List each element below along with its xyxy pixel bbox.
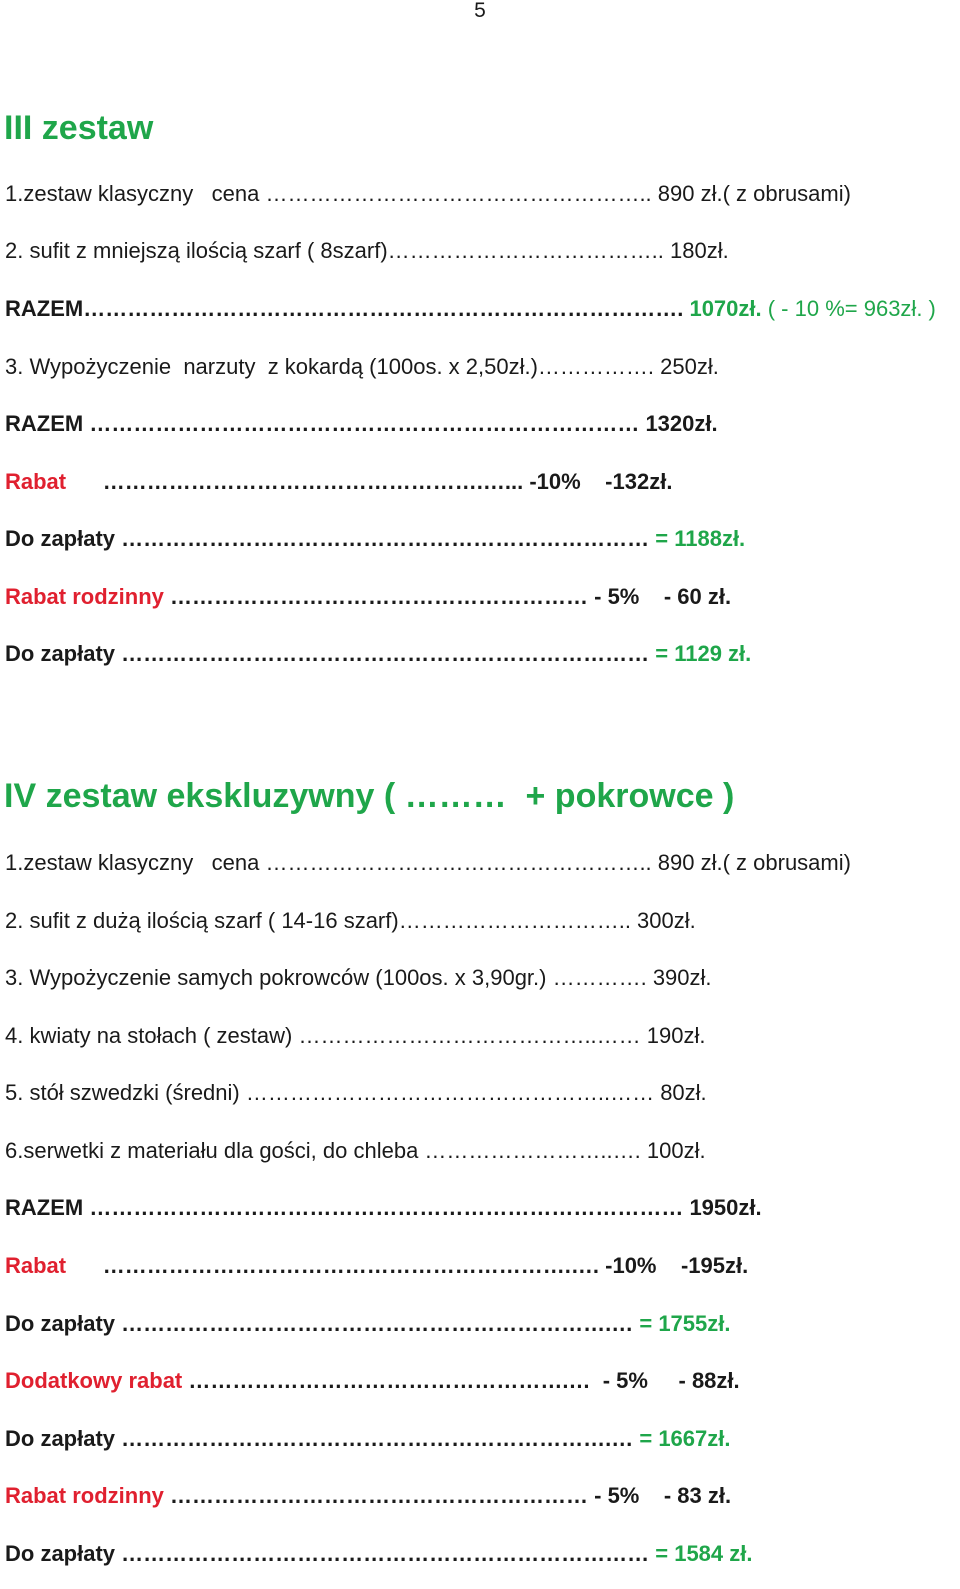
set4-line-1: 1.zestaw klasyczny cena …………………………………………….. 890 zł.( z obrusami) <box>5 850 851 875</box>
set3-do-zaplaty-1-value: = 1188zł. <box>655 526 746 551</box>
set4-rabat <box>5 1252 748 1280</box>
set4-razem: RAZEM ……………………………………………………………………… 1950zł. <box>5 1195 762 1220</box>
set3-rabat-rest: …………………………………………….…... -10% -132zł. <box>66 469 673 494</box>
set3-rabat-label: Rabat <box>5 469 67 494</box>
set3-do-zaplaty-2-value: = 1129 zł. <box>655 641 752 666</box>
set4-do-zaplaty-2-label: Do zapłaty ………………………………………………………….… <box>5 1426 640 1451</box>
set3-line-3: 3. Wypożyczenie narzuty z kokardą (100os. x 2,50zł.)……………. 250zł. <box>5 354 719 379</box>
set3-line-1: 1.zestaw klasyczny cena …………………………………………….. 890 zł.( z obrusami) <box>5 181 851 206</box>
set3-rabat-rodzinny-rest: ………………………………………………… - 5% - 60 zł. <box>163 584 732 609</box>
set4-line-3: 3. Wypożyczenie samych pokrowców (100os. x 3,90gr.) …………. 390zł. <box>5 965 712 990</box>
set4-line-4: 4. kwiaty na stołach ( zestaw) …………………………………..…… 190zł. <box>5 1023 706 1048</box>
set3-do-zaplaty-2 <box>5 640 751 668</box>
set4-rabat-rodzinny-rest: ………………………………………………… - 5% - 83 zł. <box>163 1483 732 1508</box>
set4-rabat-rest: ……………………………………………………….…. -10% -195zł. <box>66 1253 749 1278</box>
set3-line-2: 2. sufit z mniejszą ilością szarf ( 8szarf)……………………………….. 180zł. <box>5 238 729 263</box>
set3-do-zaplaty-1 <box>5 525 745 553</box>
set4-dodatkowy-rabat-label: Dodatkowy rabat <box>5 1368 183 1393</box>
set4-rabat-rodzinny <box>5 1482 731 1510</box>
set3-rabat <box>5 468 672 496</box>
set4-do-zaplaty-1-label: Do zapłaty ………………………………………………………….… <box>5 1311 640 1336</box>
set3-do-zaplaty-2-label: Do zapłaty ……………………………………………………………… <box>5 641 656 666</box>
set4-line-6: 6.serwetki z materiału dla gości, do chleba ……………………..…. 100zł. <box>5 1138 706 1163</box>
set3-do-zaplaty-1-label: Do zapłaty ……………………………………………………………… <box>5 526 656 551</box>
set4-heading: IV zestaw ekskluzywny ( ……… + pokrowce ) <box>4 777 735 815</box>
set3-razem-1-note: ( - 10 %= 963zł. ) <box>761 296 936 321</box>
set4-line-2: 2. sufit z dużą ilością szarf ( 14-16 szarf)………………………….. 300zł. <box>5 908 696 933</box>
page-number: 5 <box>474 0 486 22</box>
set3-rabat-rodzinny <box>5 583 731 611</box>
set4-do-zaplaty-1-value: = 1755zł. <box>639 1311 731 1336</box>
set4-dodatkowy-rabat-rest: …………………………………………….… - 5% - 88zł. <box>182 1368 740 1393</box>
set4-do-zaplaty-1 <box>5 1310 731 1338</box>
set3-rabat-rodzinny-label: Rabat rodzinny <box>5 584 164 609</box>
set3-razem-1 <box>5 295 936 323</box>
set4-line-5: 5. stół szwedzki (średni) …………………………………………..…… 80zł. <box>5 1080 707 1105</box>
set4-rabat-rodzinny-label: Rabat rodzinny <box>5 1483 164 1508</box>
set4-dodatkowy-rabat <box>5 1367 740 1395</box>
set3-heading: III zestaw <box>4 109 154 147</box>
set3-razem-1-label: RAZEM………………………………………………………………………. <box>5 296 690 321</box>
set4-do-zaplaty-2-value: = 1667zł. <box>639 1426 731 1451</box>
set4-do-zaplaty-3-value: = 1584 zł. <box>655 1541 753 1566</box>
set4-do-zaplaty-2 <box>5 1425 731 1453</box>
set4-do-zaplaty-3-label: Do zapłaty ……………………………………………………………… <box>5 1541 656 1566</box>
set3-razem-1-value: 1070zł. <box>689 296 762 321</box>
set3-razem-2: RAZEM ………………………………………………………………… 1320zł. <box>5 411 718 436</box>
set4-do-zaplaty-3 <box>5 1540 753 1568</box>
set4-rabat-label: Rabat <box>5 1253 67 1278</box>
